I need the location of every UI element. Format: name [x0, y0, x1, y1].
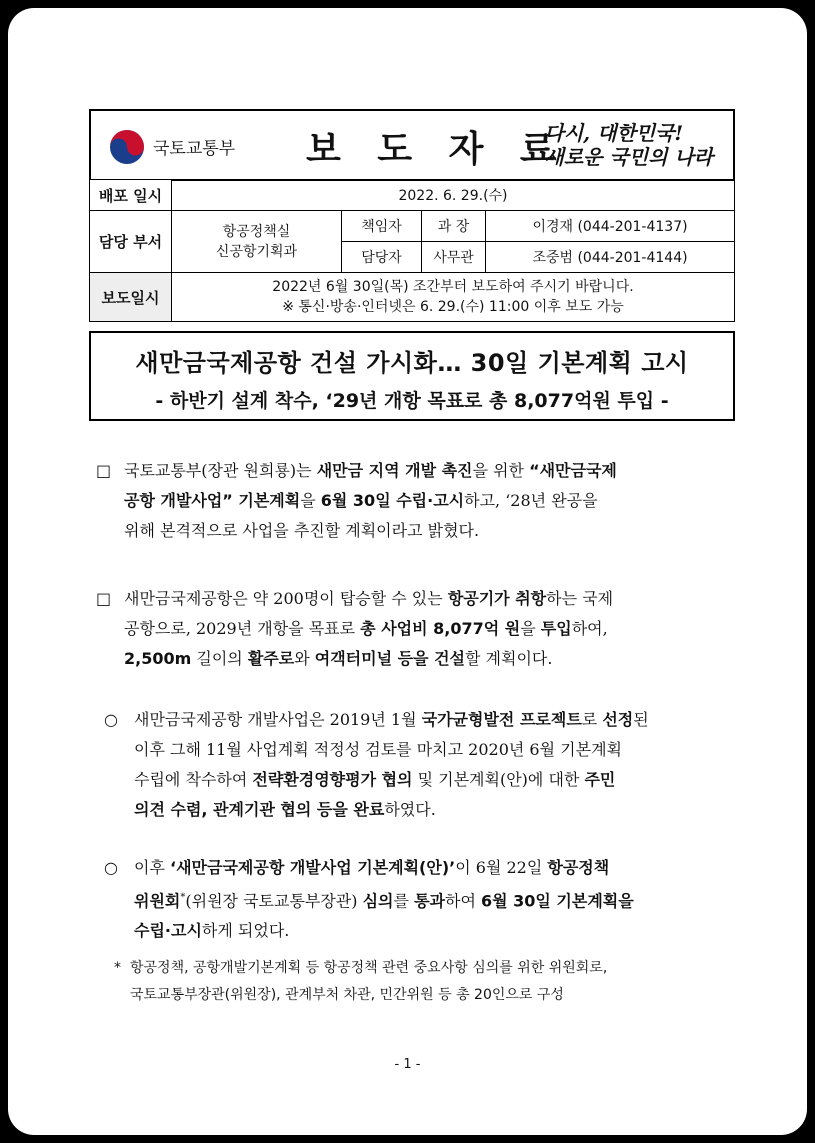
- embargo-label: 보도일시: [90, 273, 172, 322]
- footnote: * 항공정책, 공항개발기본계획 등 항공정책 관련 중요사항 심의를 위한 위원회로, 국토교통부장관(위원장), 관계부처 차관, 민간위원 등 총 20인으로 구성: [114, 955, 744, 1009]
- sub-paragraph-1: ○ 새만금국제공항 개발사업은 2019년 1월 국가균형발전 프로젝트로 선정된 이후 그해 11월 사업계획 적정성 검토를 마치고 2020년 6월 기본계획 수립에 착수하여 전략환경영향평가 협의 및 기본계획(안)에 대한 주민 의견 수렴, 관계기관 협의 등을 완료하였다.: [100, 705, 740, 825]
- circle-bullet-icon: ○: [104, 858, 118, 877]
- ministry-name: 국토교통부: [153, 139, 236, 159]
- headline: 새만금국제공항 건설 가시화… 30일 기본계획 고시: [135, 349, 689, 377]
- department-label: 담당 부서: [90, 211, 172, 273]
- document-page: [8, 8, 807, 1135]
- staff-contact: 조중범 (044-201-4144): [486, 242, 735, 273]
- responsible-label: 책임자: [342, 211, 422, 242]
- sub-paragraph-2: ○ 이후 ‘새만금국제공항 개발사업 기본계획(안)’이 6월 22일 항공정책 위원회*(위원장 국토교통부장관) 심의를 통과하여 6월 30일 기본계획을 수립·고시하게 되었다.: [100, 853, 740, 946]
- press-release-title: 보 도 자 료: [306, 128, 567, 170]
- asterisk-icon: *: [114, 960, 121, 976]
- distribution-date-label: 배포 일시: [90, 180, 172, 211]
- release-info-table: [89, 179, 735, 322]
- distribution-date: 2022. 6. 29.(수): [172, 180, 735, 211]
- taegeuk-logo-icon: [109, 129, 145, 165]
- embargo-info: [172, 273, 735, 322]
- department-line-1: 항공정책실: [222, 223, 291, 240]
- slogan: [545, 121, 714, 169]
- embargo-line-1: 2022년 6월 30일(목) 조간부터 보도하여 주시기 바랍니다.: [272, 279, 634, 295]
- responsible-contact: 이경재 (044-201-4137): [486, 211, 735, 242]
- department-line-2: 신공항기획과: [215, 243, 298, 260]
- checkbox-bullet-icon: □: [96, 589, 112, 608]
- staff-label: 담당자: [342, 242, 422, 273]
- subheadline: - 하반기 설계 착수, ‘29년 개항 목표로 총 8,077억원 투입 -: [155, 390, 669, 412]
- department: [172, 211, 342, 273]
- staff-title: 사무관: [422, 242, 486, 273]
- circle-bullet-icon: ○: [104, 710, 118, 729]
- press-header: [89, 109, 735, 181]
- headline-box: [89, 331, 735, 421]
- slogan-line-2: 새로운 국민의 나라: [544, 145, 713, 169]
- slogan-line-1: 다시, 대한민국!: [544, 121, 684, 145]
- page-number: - 1 -: [394, 1057, 421, 1072]
- embargo-line-2: ※ 통신·방송·인터넷은 6. 29.(수) 11:00 이후 보도 가능: [282, 299, 624, 315]
- checkbox-bullet-icon: □: [96, 461, 112, 480]
- paragraph-2: □ 새만금국제공항은 약 200명이 탑승할 수 있는 항공기가 취항하는 국제 공항으로, 2029년 개항을 목표로 총 사업비 8,077억 원을 투입하여, 2,500m 길이의 활주로와 여객터미널 등을 건설할 계획이다.: [100, 584, 740, 674]
- responsible-title: 과 장: [422, 211, 486, 242]
- paragraph-1: □ 국토교통부(장관 원희룡)는 새만금 지역 개발 촉진을 위한 “새만금국제 공항 개발사업” 기본계획을 6월 30일 수립·고시하고, ‘28년 완공을 위해 본격적으로 사업을 추진할 계획이라고 밝혔다.: [100, 456, 740, 546]
